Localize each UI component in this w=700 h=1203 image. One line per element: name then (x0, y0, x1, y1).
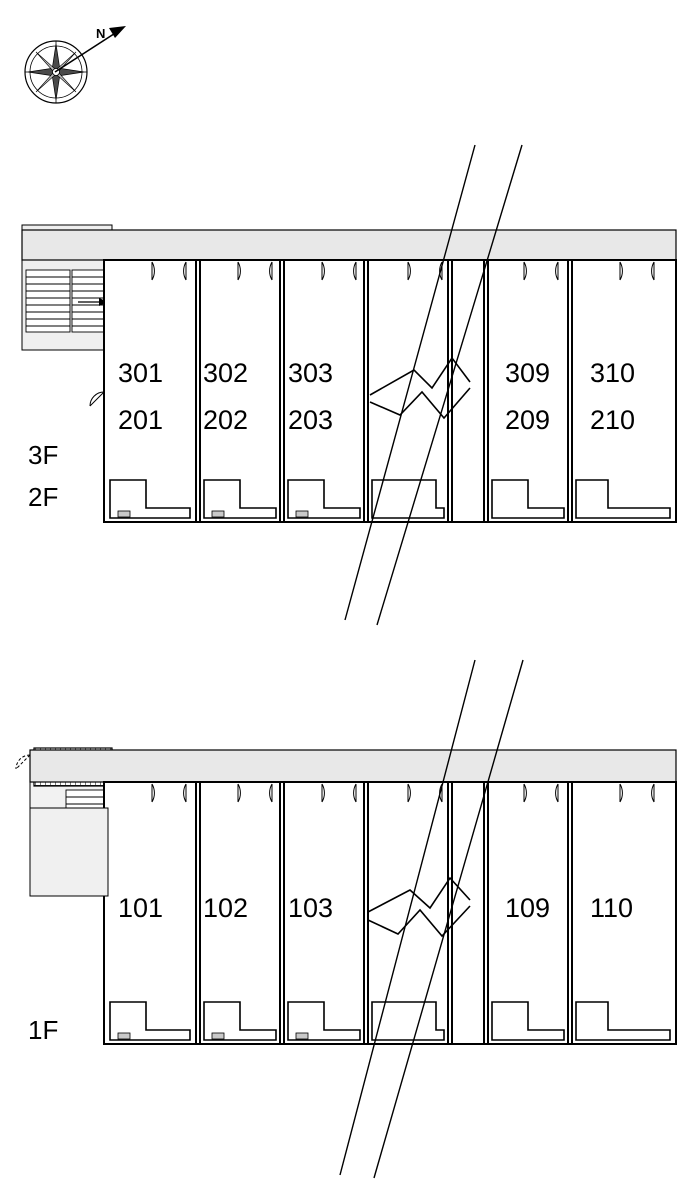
floor-label-3f: 3F (28, 440, 59, 470)
unit-103: 103 (288, 893, 334, 923)
unit-102: 102 (203, 893, 249, 923)
north-arrow-compass (8, 10, 138, 115)
unit-301: 301 (118, 358, 164, 388)
unit-109: 109 (505, 893, 551, 923)
unit-209: 209 (505, 405, 551, 435)
floor-block-upper (0, 130, 700, 630)
unit-101: 101 (118, 893, 164, 923)
unit-202: 202 (203, 405, 249, 435)
floor-label-2f: 2F (28, 482, 59, 512)
unit-302: 302 (203, 358, 249, 388)
unit-310: 310 (590, 358, 636, 388)
unit-203: 203 (288, 405, 334, 435)
unit-210: 210 (590, 405, 636, 435)
compass-north-label: N (96, 26, 106, 41)
floor-block-lower (0, 640, 700, 1180)
unit-201: 201 (118, 405, 164, 435)
unit-309: 309 (505, 358, 551, 388)
unit-110: 110 (590, 893, 634, 923)
floor-label-1f: 1F (28, 1015, 59, 1045)
unit-303: 303 (288, 358, 334, 388)
